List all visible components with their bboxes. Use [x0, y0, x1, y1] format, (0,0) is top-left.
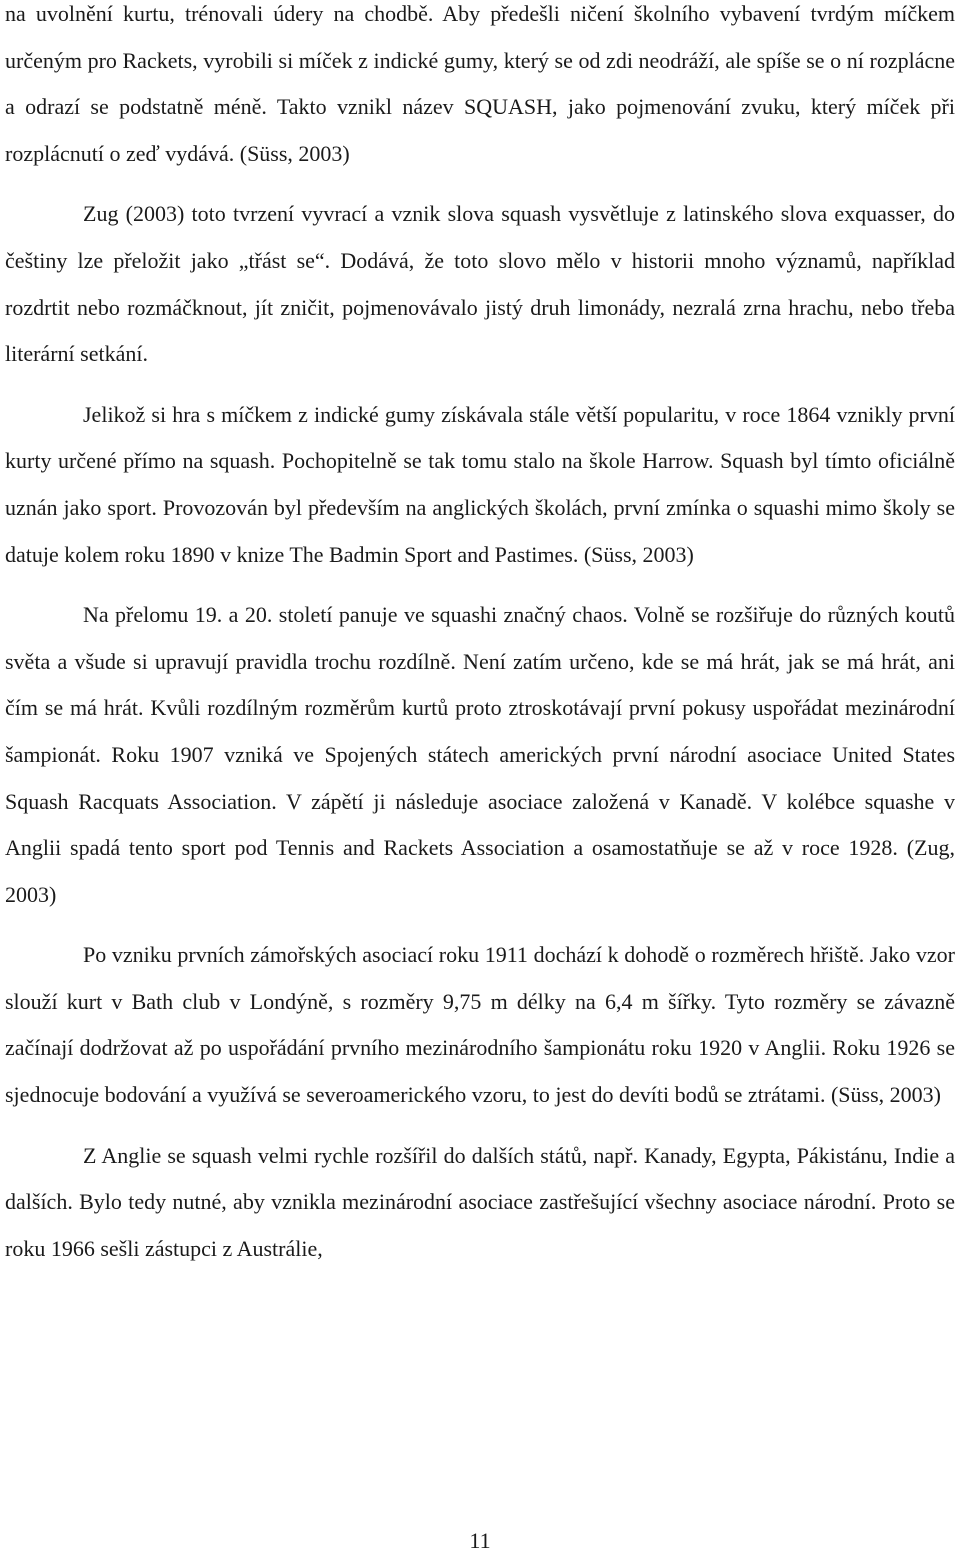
paragraph-2: Zug (2003) toto tvrzení vyvrací a vznik slova squash vysvětluje z latinského slova exquasser, do češtiny lze přeložit jako „třást se“. Dodává, že toto slovo mělo v historii mnoho významů, například rozdrtit nebo rozmáčknout, jít zničit, pojmenovávalo jistý druh limonády, nezralá zrna hrachu, nebo třeba literární setkání. — [5, 201, 955, 367]
document-page — [5, 0, 955, 1272]
paragraph-3: Jelikož si hra s míčkem z indické gumy získávala stále větší popularitu, v roce 1864 vznikly první kurty určené přímo na squash. Pochopitelně se tak tomu stalo na škole Harrow. Squash byl tímto oficiálně uznán jako sport. Provozován byl především na anglických školách, první zmínka o squashi mimo školy se datuje kolem roku 1890 v knize The Badmin Sport and Pastimes. (Süss, 2003) — [5, 401, 955, 567]
paragraph-5: Po vzniku prvních zámořských asociací roku 1911 dochází k dohodě o rozměrech hřiště. Jako vzor slouží kurt v Bath club v Londýně, s rozměry 9,75 m délky na 6,4 m šířky. Tyto rozměry se závazně začínají dodržovat až po uspořádání prvního mezinárodního šampionátu roku 1920 v Anglii. Roku 1926 se sjednocuje bodování a využívá se severoamerického vzoru, to jest do devíti bodů se ztrátami. (Süss, 2003) — [5, 942, 955, 1108]
paragraph-1: na uvolnění kurtu, trénovali údery na chodbě. Aby předešli ničení školního vybavení tvrdým míčkem určeným pro Rackets, vyrobili si míček z indické gumy, který se od zdi neodráží, ale spíše se o ní rozplácne a odrazí se podstatně méně. Takto vznikl název SQUASH, jako pojmenování zvuku, který míček při rozplácnutí o zeď vydává. (Süss, 2003) — [5, 1, 955, 166]
page-number: 11 — [469, 1528, 491, 1553]
paragraph-6: Z Anglie se squash velmi rychle rozšířil do dalších států, např. Kanady, Egypta, Pákistánu, Indie a dalších. Bylo tedy nutné, aby vznikla mezinárodní asociace zastřešující všechny asociace národní. Proto se roku 1966 sešli zástupci z Austrálie, — [5, 1142, 955, 1261]
paragraph-4: Na přelomu 19. a 20. století panuje ve squashi značný chaos. Volně se rozšiřuje do různých koutů světa a všude si upravují pravidla trochu rozdílně. Není zatím určeno, kde se má hrát, jak se má hrát, ani čím se má hrát. Kvůli rozdílným rozměrům kurtů proto ztroskotávají první pokusy uspořádat mezinárodní šampionát. Roku 1907 vzniká ve Spojených státech amerických první národní asociace United States Squash Racquats Association. V zápětí ji následuje asociace založená v Kanadě. V kolébce squashe v Anglii spadá tento sport pod Tennis and Rackets Association a osamostatňuje se až v roce 1928. (Zug, 2003) — [5, 602, 955, 907]
